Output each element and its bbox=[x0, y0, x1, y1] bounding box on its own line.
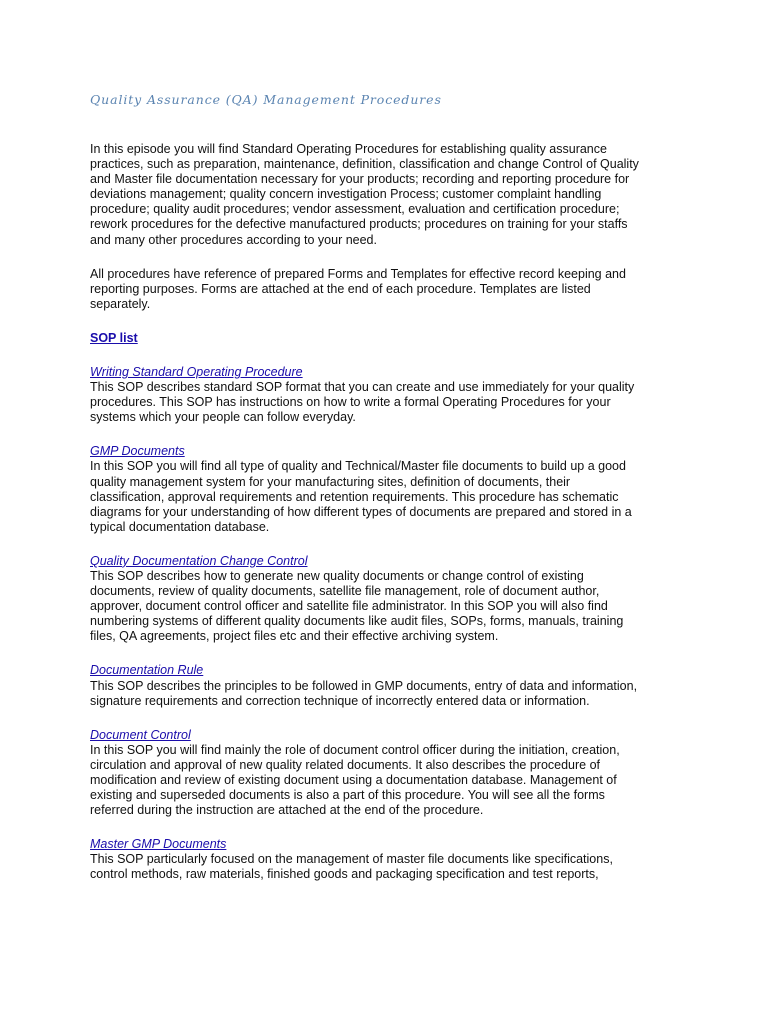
sop-section-writing-sop bbox=[90, 365, 690, 425]
sop-description-line: referred during the instruction are attached at the end of the procedure. bbox=[90, 803, 484, 818]
sop-section-gmp-documents bbox=[90, 444, 690, 535]
sop-description-line: In this SOP you will find mainly the role of document control officer during the initiation, creation, bbox=[90, 742, 620, 757]
sop-link-writing-sop[interactable]: Writing Standard Operating Procedure bbox=[90, 364, 303, 379]
sop-description bbox=[90, 380, 690, 425]
sop-description-line: control methods, raw materials, finished goods and packaging specification and test reports, bbox=[90, 867, 599, 882]
sop-section-change-control bbox=[90, 554, 690, 645]
intro-line: procedure; quality audit procedures; vendor assessment, evaluation and certification procedure; bbox=[90, 202, 620, 217]
sop-link-documentation-rule[interactable]: Documentation Rule bbox=[90, 663, 204, 678]
forms-line: separately. bbox=[90, 296, 151, 311]
sop-description-line: In this SOP you will find all type of quality and Technical/Master file documents to build up a good bbox=[90, 459, 626, 474]
sop-description-line: quality management system for your manufacturing sites, definition of documents, their bbox=[90, 474, 571, 489]
intro-line: and Master file documentation necessary for your products; recording and reporting procedure for bbox=[90, 172, 630, 187]
intro-line: deviations management; quality concern investigation Process; customer complaint handling bbox=[90, 187, 602, 202]
intro-line: rework procedures for the defective manufactured products; procedures on training for your staffs bbox=[90, 217, 628, 232]
forms-paragraph bbox=[90, 267, 690, 312]
forms-line: reporting purposes. Forms are attached at the end of each procedure. Templates are listed bbox=[90, 281, 591, 296]
sop-section-document-control bbox=[90, 728, 690, 819]
sop-description-line: circulation and approval of new quality related documents. It also describes the procedure of bbox=[90, 757, 601, 772]
document-content bbox=[90, 91, 690, 902]
sop-description bbox=[90, 743, 690, 818]
sop-description-line: typical documentation database. bbox=[90, 519, 270, 534]
sop-description bbox=[90, 679, 690, 709]
sop-description-line: This SOP describes standard SOP format that you can create and use immediately for your quality bbox=[90, 380, 635, 395]
sop-description-line: modification and review of existing document using a documentation database. Management of bbox=[90, 773, 617, 787]
sop-description-line: classification, approval requirements and retention requirements. This procedure has schematic bbox=[90, 489, 619, 504]
sop-description bbox=[90, 852, 690, 882]
sop-description bbox=[90, 569, 690, 644]
sop-list-link[interactable]: SOP list bbox=[90, 330, 138, 345]
intro-line: In this episode you will find Standard Operating Procedures for establishing quality assurance bbox=[90, 142, 607, 156]
sop-description-line: This SOP particularly focused on the management of master file documents like specifications, bbox=[90, 852, 613, 867]
document-title: Quality Assurance (QA) Management Procedures bbox=[90, 92, 442, 107]
sop-description-line: documents, review of quality documents, satellite file management, role of document author, bbox=[90, 584, 600, 599]
intro-paragraph bbox=[90, 142, 690, 248]
forms-line: All procedures have reference of prepared Forms and Templates for effective record keeping and bbox=[90, 266, 626, 281]
sop-section-documentation-rule bbox=[90, 663, 690, 708]
sop-link-master-gmp[interactable]: Master GMP Documents bbox=[90, 837, 227, 852]
sop-link-gmp-documents[interactable]: GMP Documents bbox=[90, 444, 185, 459]
sop-description-line: procedures. This SOP has instructions on how to write a formal Operating Procedures for your bbox=[90, 395, 611, 410]
sop-description-line: diagrams for your understanding of how different types of documents are prepared and stored in a bbox=[90, 504, 632, 519]
sop-link-change-control[interactable]: Quality Documentation Change Control bbox=[90, 553, 308, 568]
sop-description-line: systems which your people can follow everyday. bbox=[90, 410, 356, 425]
sop-description-line: approver, document control officer and satellite file administrator. In this SOP you will also find bbox=[90, 599, 608, 614]
sop-description-line: numbering systems of different quality documents like audit files, SOPs, forms, manuals, training bbox=[90, 614, 624, 629]
sop-link-document-control[interactable]: Document Control bbox=[90, 727, 191, 742]
sop-description-line: files, QA agreements, project files etc and their effective archiving system. bbox=[90, 629, 499, 644]
sop-description-line: signature requirements and correction technique of incorrectly entered data or information. bbox=[90, 693, 590, 708]
sop-description bbox=[90, 459, 690, 534]
intro-line: practices, such as preparation, maintenance, definition, classification and change Control of Quality bbox=[90, 157, 639, 172]
intro-line: and many other procedures according to your need. bbox=[90, 232, 377, 247]
sop-description-line: This SOP describes the principles to be followed in GMP documents, entry of data and information, bbox=[90, 678, 638, 693]
sop-description-line: This SOP describes how to generate new quality documents or change control of existing bbox=[90, 568, 584, 583]
sop-section-master-gmp bbox=[90, 837, 690, 882]
sop-description-line: existing and superseded documents is also a part of this procedure. You will see all the forms bbox=[90, 788, 605, 803]
